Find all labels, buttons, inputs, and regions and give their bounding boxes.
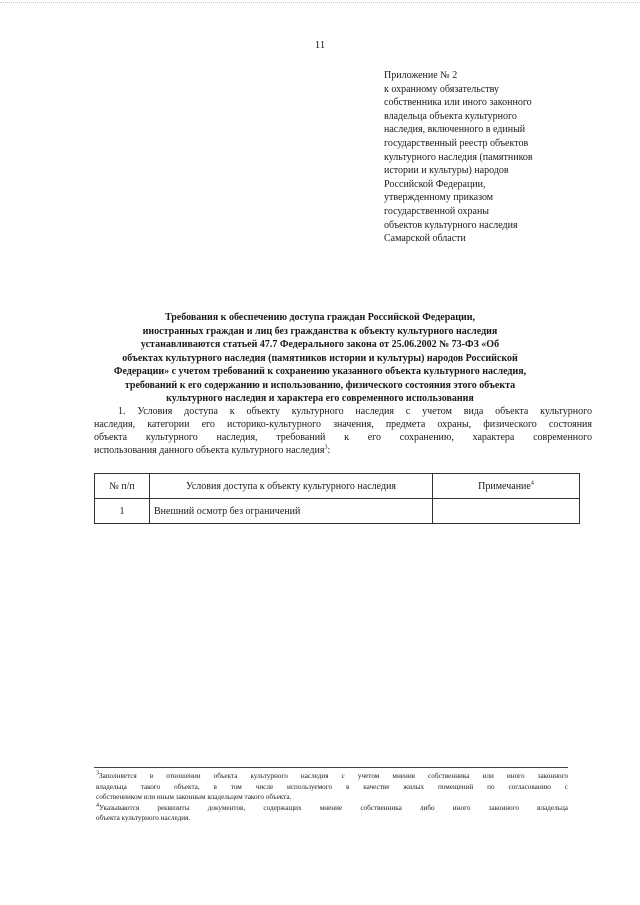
footnote-ref-3[interactable]: 3: [324, 444, 328, 451]
paragraph-line: наследия, категории его историко-культурного значения, предмета охраны, физического состояния: [94, 419, 592, 430]
title-line: Требования к обеспечению доступа граждан Российской Федерации,: [164, 312, 476, 323]
col-header-note-text: Примечание: [478, 480, 531, 492]
col-header-number: № п/п: [95, 474, 150, 499]
appendix-line: владельца объекта культурного: [384, 110, 517, 122]
appendix-line: культурного наследия (памятников: [384, 151, 533, 163]
footnote-separator: [94, 767, 568, 768]
access-conditions-table: [94, 473, 580, 524]
cell-number: 1: [95, 499, 150, 524]
title-line: культурного наследия и характера его современного использования: [166, 393, 474, 404]
appendix-line: объектов культурного наследия: [384, 219, 518, 231]
appendix-line: Российской Федерации,: [384, 178, 486, 190]
title-line: Федерации» с учетом требований к сохранению указанного объекта культурного наследия,: [113, 366, 527, 377]
title-line: требований к его содержанию и использованию, физического состояния этого объекта: [124, 379, 516, 391]
page-top-edge: [0, 2, 640, 3]
appendix-line: утвержденному приказом: [384, 192, 494, 204]
footnote-3-line: владельца такого объекта, в том числе используемого в качестве жилых помещений по согласованию с: [96, 782, 568, 791]
cell-note: [433, 499, 580, 524]
paragraph-line: 1. Условия доступа к объекту культурного наследия с учетом вида объекта культурного: [118, 406, 592, 417]
appendix-line: наследия, включенного в единый: [384, 124, 526, 136]
paragraph-line-last: [94, 444, 592, 457]
appendix-block: [384, 69, 624, 246]
title-line: иностранных граждан и лиц без гражданства к объекту культурного наследия: [142, 325, 498, 337]
footnotes-block: [96, 771, 568, 824]
appendix-line: к охранному обязательству: [384, 83, 500, 95]
footnote-4-line: объекта культурного наследия.: [96, 814, 191, 822]
title-line: устанавливаются статьей 47.7 Федерального закона от 25.06.2002 № 73-ФЗ «Об: [140, 339, 500, 350]
paragraph-end-punct: :: [327, 445, 331, 456]
paragraph-line: объекта культурного наследия, требований к его сохранению, характера современного: [94, 432, 592, 443]
cell-conditions: Внешний осмотр без ограничений: [150, 499, 433, 524]
appendix-line: собственника или иного законного: [384, 97, 532, 109]
col-header-conditions: Условия доступа к объекту культурного наследия: [150, 474, 433, 499]
footnote-3-line: [96, 771, 568, 782]
requirements-title: [110, 311, 530, 406]
col-header-note: [433, 474, 580, 499]
footnote-ref-4[interactable]: 4: [530, 480, 534, 487]
title-line: объектах культурного наследия (памятников истории и культуры) народов Российской: [122, 352, 518, 364]
access-conditions-paragraph: [94, 405, 592, 457]
table-row: [95, 499, 580, 524]
footnote-4-mark: 4: [96, 802, 99, 809]
appendix-line: Самарской области: [384, 233, 466, 245]
footnote-3-mark: 3: [96, 770, 99, 777]
paragraph-line-text: использования данного объекта культурного наследия: [94, 445, 325, 456]
page-number: 11: [314, 39, 326, 51]
footnote-3-line: собственником или иным законным владельцем такого объекта.: [96, 793, 292, 801]
appendix-line: государственной охраны: [384, 205, 490, 217]
footnote-4-text: Указываются реквизиты документов, содержащих мнение собственника либо иного законного владельца: [99, 803, 568, 812]
appendix-line: истории и культуры) народов: [384, 165, 509, 177]
footnote-3-text: Заполняется в отношении объекта культурного наследия с учетом мнения собственника или иного законного: [99, 772, 568, 780]
appendix-line: государственный реестр объектов: [384, 137, 529, 149]
footnote-4-line: [96, 803, 568, 814]
table-header-row: [95, 474, 580, 499]
appendix-line: Приложение № 2: [384, 70, 458, 81]
